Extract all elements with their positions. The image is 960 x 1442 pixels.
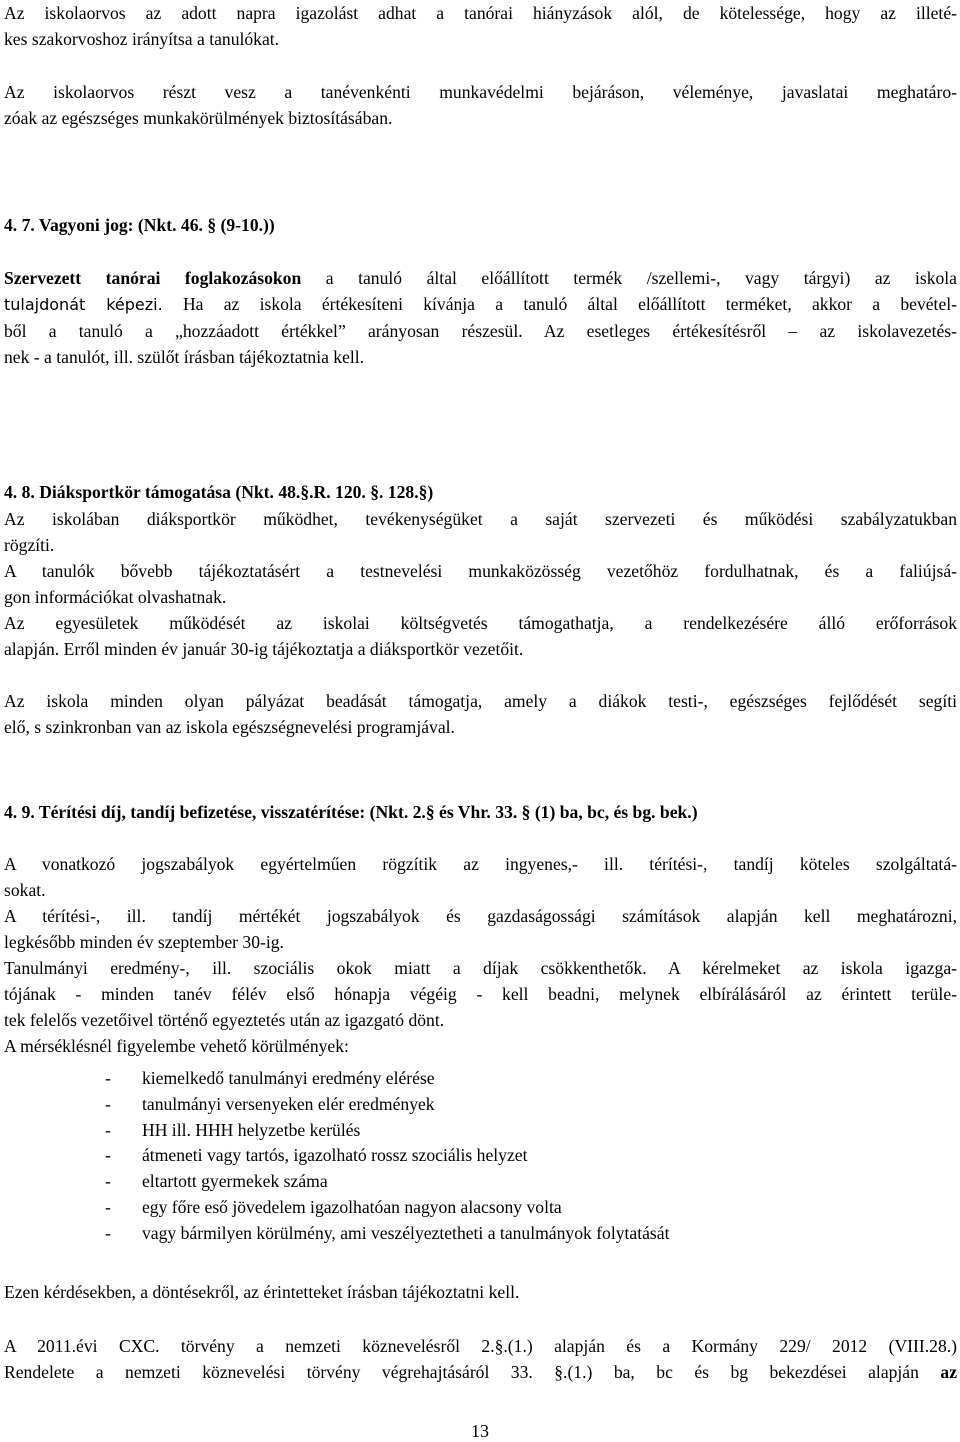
- list-item: [4, 1195, 669, 1221]
- list-item-text: vagy bármilyen körülmény, ami veszélyeztetheti a tanulmányok folytatását: [142, 1222, 670, 1243]
- text-line: rögzíti.: [4, 535, 55, 555]
- list-item: [4, 1066, 669, 1092]
- section-4-8-paragraph-1: [4, 506, 957, 558]
- text-fragment: a tanuló által előállított termék /szellemi-, vagy tárgyi) az iskola: [301, 268, 957, 288]
- bold-lead: Szervezett tanórai foglakozásokon: [4, 268, 302, 288]
- section-4-8-paragraph-4: [4, 688, 957, 740]
- text-line: A térítési-, ill. tandíj mértékét jogszabályok és gazdaságossági számítások alapján kell meghatározni,: [4, 906, 957, 926]
- mitigation-list: [4, 1066, 669, 1247]
- list-item: [4, 1092, 669, 1118]
- section-4-9-paragraph-3: [4, 955, 957, 1033]
- section-4-9-paragraph-1: [4, 851, 957, 903]
- dash-bullet: -: [105, 1119, 111, 1140]
- section-heading-4-8: 4. 8. Diáksportkör támogatása (Nkt. 48.§.R. 120. §. 128.§): [4, 482, 434, 502]
- dash-bullet: -: [105, 1222, 111, 1243]
- dash-bullet: -: [105, 1068, 111, 1088]
- section-4-8-paragraph-2: [4, 558, 957, 610]
- text-line: zóak az egészséges munkakörülmények biztosításában.: [4, 108, 393, 128]
- text-line: nek - a tanulót, ill. szülőt írásban tájékoztatnia kell.: [4, 347, 365, 367]
- text-line: tójának - minden tanév félév első hónapja végéig - kell beadni, melynek elbírálásáról az érintett terüle-: [4, 984, 957, 1004]
- text-line: Ezen kérdésekben, a döntésekről, az érintetteket írásban tájékoztatni kell.: [4, 1282, 520, 1302]
- section-4-8-paragraph-3: [4, 610, 957, 662]
- text-fragment: tulajdonát képezi.: [4, 295, 163, 314]
- text-line: Az iskola minden olyan pályázat beadását támogatja, amely a diákok testi-, egészséges fejlődését segíti: [4, 691, 957, 711]
- text-line: [4, 291, 957, 318]
- list-item: [4, 1169, 669, 1195]
- law-reference: [4, 1333, 957, 1385]
- text-line: Az iskolában diáksportkör működhet, tevékenységüket a saját szervezeti és működési szabályzatukban: [4, 509, 957, 529]
- dash-bullet: -: [105, 1196, 111, 1217]
- text-line: A 2011.évi CXC. törvény a nemzeti köznevelésről 2.§.(1.) alapján és a Kormány 229/ 2012 (VIII.28.): [4, 1336, 957, 1356]
- closing-sentence: [4, 1279, 957, 1305]
- text-line: Tanulmányi eredmény-, ill. szociális okok miatt a díjak csökkenthetők. A kérelmeket az iskola igazga-: [4, 958, 957, 978]
- list-item: [4, 1143, 669, 1169]
- list-item-text: tanulmányi versenyeken elér eredmények: [142, 1093, 435, 1114]
- list-item-text: eltartott gyermekek száma: [142, 1171, 328, 1192]
- section-4-9-paragraph-2: [4, 903, 957, 955]
- list-item-text: HH ill. HHH helyzetbe kerülés: [142, 1119, 361, 1140]
- list-intro: [4, 1033, 957, 1059]
- bold-fragment: az: [940, 1362, 957, 1382]
- text-fragment: Ha az iskola értékesíteni kívánja a tanuló által előállított terméket, akkor a bevétel-: [162, 294, 958, 314]
- list-item-text: kiemelkedő tanulmányi eredmény elérése: [142, 1068, 435, 1088]
- document-page: [4, 0, 957, 1442]
- text-line: [4, 265, 957, 291]
- text-line: A mérséklésnél figyelembe vehető körülmények:: [4, 1036, 349, 1056]
- text-fragment: Rendelete a nemzeti köznevelési törvény végrehajtásáról 33. §.(1.) ba, bc és bg bekezdései alapján: [4, 1362, 919, 1382]
- list-item-text: egy főre eső jövedelem igazolhatóan nagyon alacsony volta: [142, 1196, 562, 1217]
- section-heading-4-9: 4. 9. Térítési díj, tandíj befizetése, visszatérítése: (Nkt. 2.§ és Vhr. 33. § (1) ba, bc, és bg. bek.): [4, 802, 698, 822]
- text-line: [4, 1359, 957, 1385]
- text-line: ből a tanuló a „hozzáadott értékkel” arányosan részesül. Az esetleges értékesítésről – az iskolavezetés-: [4, 321, 957, 341]
- text-line: tek felelős vezetőivel történő egyeztetés után az igazgató dönt.: [4, 1010, 445, 1030]
- intro-paragraph-2: [4, 79, 957, 131]
- list-item: [4, 1221, 669, 1247]
- section-heading-4-7: 4. 7. Vagyoni jog: (Nkt. 46. § (9-10.)): [4, 215, 275, 235]
- dash-bullet: -: [105, 1171, 111, 1192]
- section-4-7-paragraph: [4, 265, 957, 370]
- list-item: [4, 1118, 669, 1144]
- page-number: 13: [471, 1421, 489, 1441]
- text-line: kes szakorvoshoz irányítsa a tanulókat.: [4, 29, 280, 49]
- dash-bullet: -: [105, 1093, 111, 1114]
- dash-bullet: -: [105, 1145, 111, 1166]
- text-line: alapján. Erről minden év január 30-ig tájékoztatja a diáksportkör vezetőit.: [4, 639, 524, 659]
- text-line: A vonatkozó jogszabályok egyértelműen rögzítik az ingyenes,- ill. térítési-, tandíj köteles szolgáltatá-: [4, 854, 957, 874]
- list-item-text: átmeneti vagy tartós, igazolható rossz szociális helyzet: [142, 1145, 528, 1166]
- text-line: legkésőbb minden év szeptember 30-ig.: [4, 932, 284, 952]
- text-line: Az egyesületek működését az iskolai költségvetés támogathatja, a rendelkezésére álló erőforrások: [4, 613, 957, 633]
- intro-paragraph-1: [4, 0, 957, 52]
- text-line: Az iskolaorvos részt vesz a tanévenkénti munkavédelmi bejáráson, véleménye, javaslatai meghatáro-: [4, 82, 957, 102]
- text-line: A tanulók bővebb tájékoztatásért a testnevelési munkaközösség vezetőhöz fordulhatnak, és a faliújsá-: [4, 561, 957, 581]
- text-line: elő, s szinkronban van az iskola egészségnevelési programjával.: [4, 717, 455, 737]
- text-line: Az iskolaorvos az adott napra igazolást adhat a tanórai hiányzások alól, de kötelessége, hogy az illeté-: [4, 3, 957, 23]
- text-line: gon információkat olvashatnak.: [4, 587, 227, 607]
- text-line: sokat.: [4, 880, 46, 900]
